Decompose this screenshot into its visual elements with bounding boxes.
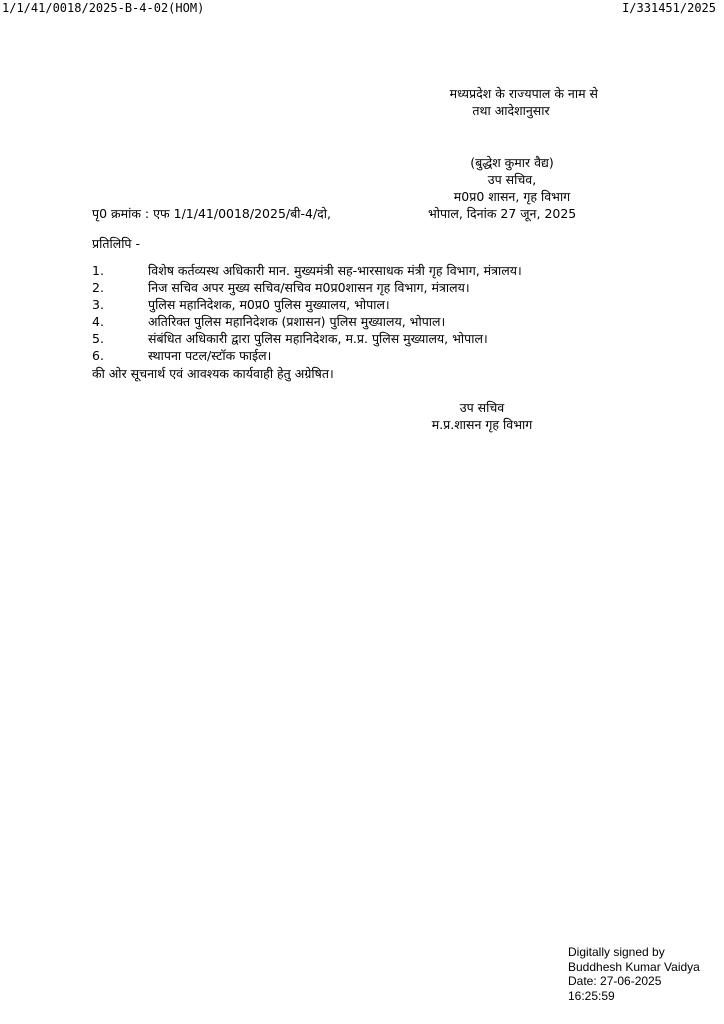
- authority-line-2: तथा आदेशानुसार: [472, 103, 550, 118]
- list-item-text: स्थापना पटल/स्टॉक फाईल।: [148, 348, 272, 363]
- digital-signature-signer: Buddhesh Kumar Vaidya: [568, 959, 700, 974]
- list-item-number: 3.: [92, 297, 104, 312]
- digital-signature-time: 16:25:59: [568, 988, 615, 1003]
- list-item-text: संबंधित अधिकारी द्वारा पुलिस महानिदेशक, म.प्र. पुलिस मुख्यालय, भोपाल।: [148, 331, 488, 346]
- list-item-number: 4.: [92, 314, 104, 329]
- list-item-text: विशेष कर्तव्यस्थ अधिकारी मान. मुख्यमंत्री सह-भारसाधक मंत्री गृह विभाग, मंत्रालय।: [148, 263, 522, 278]
- digital-signature: [568, 945, 700, 1003]
- list-item-number: 1.: [92, 263, 104, 278]
- copy-to-label: प्रतिलिपि -: [92, 236, 141, 251]
- list-item-number: 5.: [92, 331, 104, 346]
- signatory-name: (बुद्धेश कुमार वैद्य): [470, 155, 554, 170]
- file-reference-left: 1/1/41/0018/2025-B-4-02(HOM): [2, 1, 205, 15]
- digital-signature-line: Digitally signed by: [568, 945, 665, 959]
- footer-department: म.प्र.शासन गृह विभाग: [431, 417, 533, 432]
- footer-designation: उप सचिव: [459, 400, 505, 415]
- signatory-department: म0प्र0 शासन, गृह विभाग: [453, 189, 571, 204]
- list-item-text: अतिरिक्त पुलिस महानिदेशक (प्रशासन) पुलिस मुख्यालय, भोपाल।: [148, 314, 446, 329]
- closing-note: की ओर सूचनार्थ एवं आवश्यक कार्यवाही हेतु अग्रेषित।: [92, 366, 334, 381]
- digital-signature-date: Date: 27-06-2025: [568, 974, 662, 988]
- list-item-number: 6.: [92, 348, 104, 363]
- list-item-text: निज सचिव अपर मुख्य सचिव/सचिव म0प्र0शासन गृह विभाग, मंत्रालय।: [148, 280, 470, 295]
- reference-number: पृ0 क्रमांक : एफ 1/1/41/0018/2025/बी-4/दो,: [92, 206, 332, 221]
- file-reference-right: I/331451/2025: [622, 1, 716, 15]
- authority-line-1: मध्यप्रदेश के राज्यपाल के नाम से: [449, 86, 598, 101]
- list-item-number: 2.: [92, 280, 104, 295]
- list-item-text: पुलिस महानिदेशक, म0प्र0 पुलिस मुख्यालय, भोपाल।: [148, 297, 390, 312]
- signatory-designation: उप सचिव,: [487, 172, 537, 187]
- place-date: भोपाल, दिनांक 27 जून, 2025: [428, 206, 577, 221]
